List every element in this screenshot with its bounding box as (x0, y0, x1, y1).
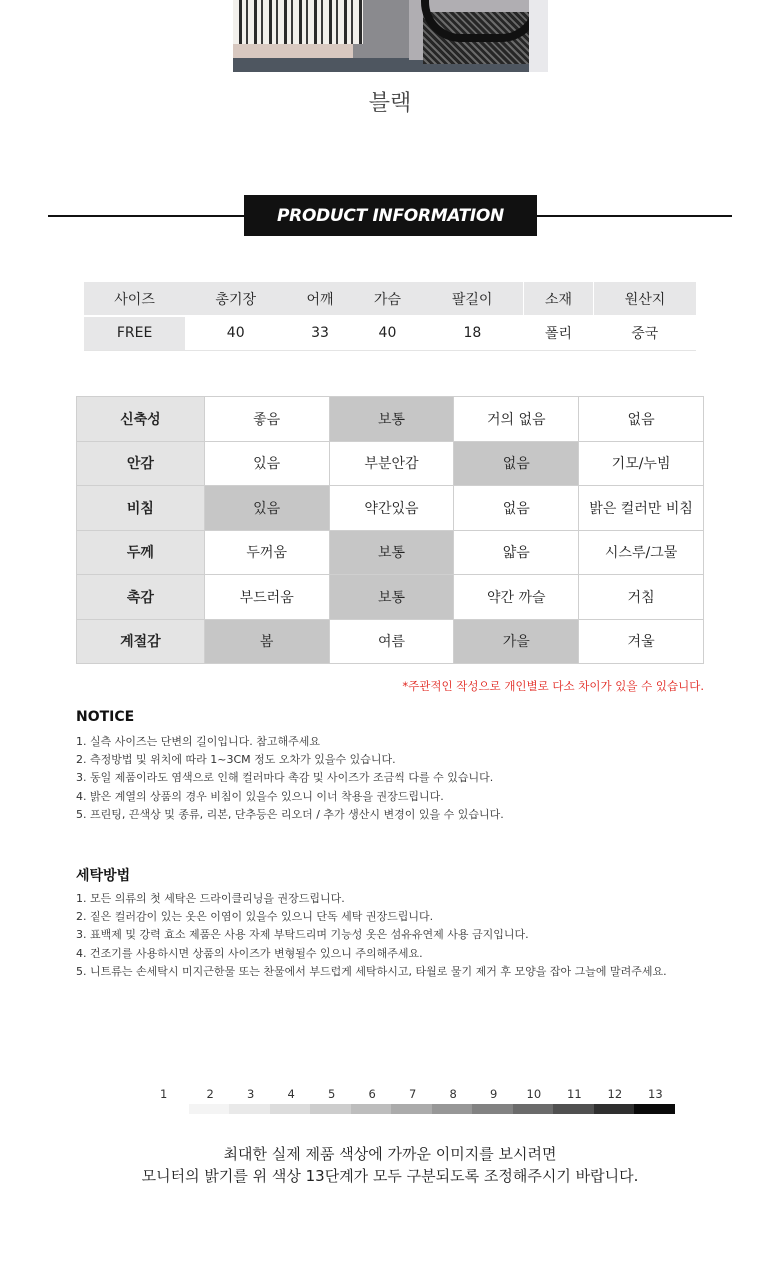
list-item: 1. 실측 사이즈는 단변의 길이입니다. 참고해주세요 (76, 735, 320, 748)
attribute-option-selected: 보통 (329, 530, 454, 575)
attribute-label: 비침 (77, 486, 205, 531)
grayscale-swatch (229, 1104, 270, 1114)
list-item: 1. 모든 의류의 첫 세탁은 드라이클리닝을 권장드립니다. (76, 892, 345, 905)
attribute-option: 좋음 (204, 397, 329, 442)
grayscale-swatch (472, 1104, 513, 1114)
section-title: PRODUCT INFORMATION (244, 195, 537, 236)
grayscale-swatch (513, 1104, 554, 1114)
grayscale-label: 10 (526, 1087, 542, 1101)
attribute-label: 촉감 (77, 575, 205, 620)
attribute-row (77, 486, 704, 531)
attribute-label: 계절감 (77, 619, 205, 664)
list-item: 2. 짙은 컬러감이 있는 옷은 이염이 있을수 있으니 단독 세탁 권장드립니다. (76, 910, 434, 924)
size-header-cell: 총기장 (185, 282, 286, 316)
caption-line: 모니터의 밝기를 위 색상 13단계가 모두 구분되도록 조정해주시기 바랍니다. (141, 1167, 639, 1185)
attribute-option: 약간 까슬 (454, 575, 579, 620)
attribute-option-selected: 보통 (329, 397, 454, 442)
attribute-table (76, 396, 704, 664)
grayscale-swatch (553, 1104, 594, 1114)
attribute-option: 없음 (579, 397, 704, 442)
list-item: 3. 표백제 및 강력 효소 제품은 사용 자제 부탁드리며 기능성 옷은 섬유유연제 사용 금지입니다. (76, 928, 529, 942)
grayscale-label: 7 (409, 1087, 417, 1101)
attribute-label: 두께 (77, 530, 205, 575)
color-name: 블랙 (368, 91, 412, 116)
size-table (84, 282, 696, 351)
grayscale-swatch (270, 1104, 311, 1114)
attribute-option: 약간있음 (329, 486, 454, 531)
grayscale-label: 13 (648, 1087, 663, 1101)
grayscale-label: 3 (247, 1087, 255, 1101)
size-value-cell: 40 (354, 316, 421, 350)
attribute-option: 두꺼움 (204, 530, 329, 575)
size-header-cell: 사이즈 (84, 282, 185, 316)
attribute-option-selected: 가을 (454, 619, 579, 664)
attribute-row (77, 575, 704, 620)
attribute-option: 거의 없음 (454, 397, 579, 442)
attribute-option: 부분안감 (329, 441, 454, 486)
size-value-cell: 폴리 (524, 316, 594, 350)
attribute-row (77, 619, 704, 664)
list-item: 2. 측정방법 및 위치에 따라 1~3CM 정도 오차가 있을수 있습니다. (76, 753, 396, 767)
size-value-cell: 중국 (594, 316, 696, 350)
grayscale-swatch (391, 1104, 432, 1114)
size-value-cell: 33 (286, 316, 353, 350)
grayscale-label: 6 (368, 1087, 376, 1101)
grayscale-label: 11 (567, 1087, 582, 1101)
list-item: 5. 니트류는 손세탁시 미지근한물 또는 찬물에서 부드럽게 세탁하시고, 타월로 물기 제거 후 모양을 잡아 그늘에 말려주세요. (76, 964, 667, 978)
grayscale-label: 4 (287, 1087, 295, 1101)
list-item: 5. 프린팅, 끈색상 및 종류, 리본, 단추등은 리오더 / 추가 생산시 변경이 있을 수 있습니다. (76, 807, 504, 821)
attribute-option: 겨울 (579, 619, 704, 664)
grayscale-label: 9 (490, 1087, 498, 1101)
list-item: 4. 건조기를 사용하시면 상품의 사이즈가 변형될수 있으니 주의해주세요. (76, 946, 423, 960)
grayscale-label: 1 (160, 1087, 168, 1101)
attribute-row (77, 397, 704, 442)
list-item: 3. 동일 제품이라도 염색으로 인해 컬러마다 촉감 및 사이즈가 조금씩 다를 수 있습니다. (76, 771, 494, 785)
attribute-option: 부드러움 (204, 575, 329, 620)
disclaimer-text: *주관적인 작성으로 개인별로 다소 차이가 있을 수 있습니다. (402, 679, 704, 693)
grayscale-swatch (594, 1104, 635, 1114)
attribute-option-selected: 없음 (454, 441, 579, 486)
size-header-cell: 원산지 (594, 282, 696, 316)
list-item: 4. 밝은 계열의 상품의 경우 비침이 있을수 있으니 이너 착용을 권장드립니다. (76, 789, 444, 803)
grayscale-swatch (148, 1104, 189, 1114)
notice-list (76, 733, 504, 824)
grayscale-swatch (634, 1104, 675, 1114)
size-value-cell: FREE (84, 316, 185, 350)
notice-title: NOTICE (76, 709, 135, 725)
grayscale-swatch (432, 1104, 473, 1114)
attribute-option: 거침 (579, 575, 704, 620)
attribute-option: 시스루/그물 (579, 530, 704, 575)
washing-list (76, 890, 667, 981)
size-header-cell: 어깨 (286, 282, 353, 316)
attribute-label: 신축성 (77, 397, 205, 442)
size-header-cell: 가슴 (354, 282, 421, 316)
grayscale-label: 5 (328, 1087, 336, 1101)
attribute-option: 있음 (204, 441, 329, 486)
caption-line: 최대한 실제 제품 색상에 가까운 이미지를 보시려면 (223, 1145, 557, 1163)
attribute-option-selected: 보통 (329, 575, 454, 620)
grayscale-swatch (351, 1104, 392, 1114)
attribute-row (77, 530, 704, 575)
attribute-option: 얇음 (454, 530, 579, 575)
grayscale-label: 12 (607, 1087, 623, 1101)
size-value-cell: 18 (421, 316, 523, 350)
attribute-option-selected: 봄 (204, 619, 329, 664)
attribute-option-selected: 있음 (204, 486, 329, 531)
grayscale-label: 2 (206, 1087, 214, 1101)
calibration-caption (0, 1143, 780, 1187)
grayscale-swatch (310, 1104, 351, 1114)
attribute-option: 기모/누빔 (579, 441, 704, 486)
washing-title: 세탁방법 (76, 868, 131, 884)
attribute-option: 밝은 컬러만 비침 (579, 486, 704, 531)
attribute-label: 안감 (77, 441, 205, 486)
size-header-cell: 소재 (524, 282, 594, 316)
product-photo (233, 0, 548, 72)
size-value-cell: 40 (185, 316, 286, 350)
size-header-cell: 팔길이 (421, 282, 523, 316)
size-header-row (84, 282, 696, 316)
attribute-option: 없음 (454, 486, 579, 531)
attribute-option: 여름 (329, 619, 454, 664)
grayscale-label: 8 (449, 1087, 457, 1101)
grayscale-swatch (189, 1104, 230, 1114)
attribute-row (77, 441, 704, 486)
size-value-row (84, 316, 696, 350)
